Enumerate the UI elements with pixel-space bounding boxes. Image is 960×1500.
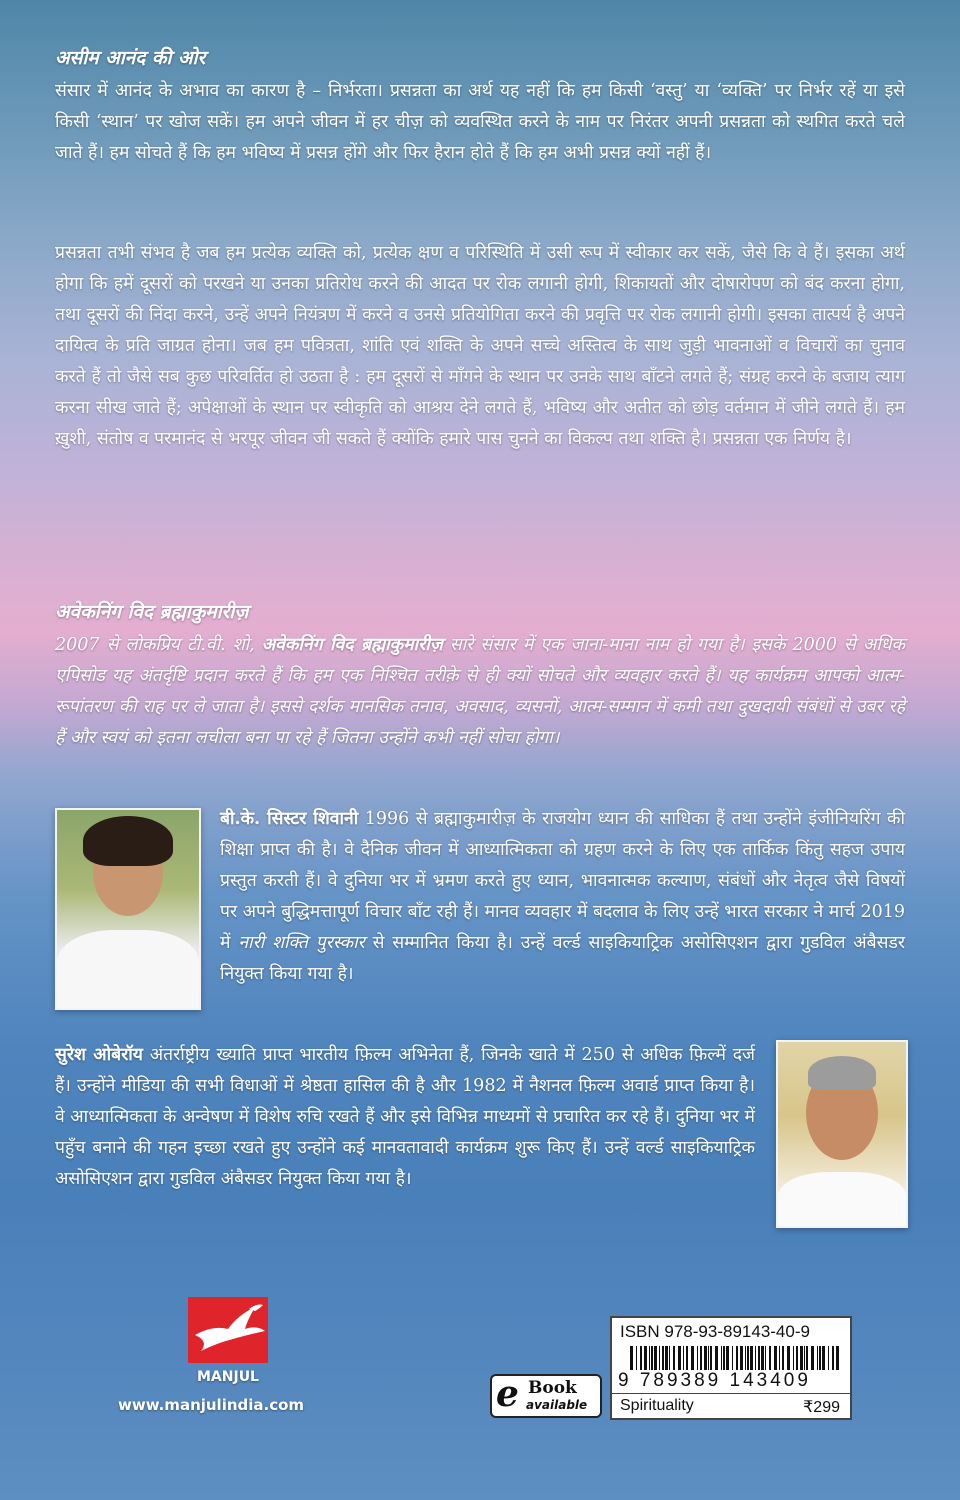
ebook-e: e <box>496 1374 519 1415</box>
barcode-bar <box>691 1346 694 1370</box>
bio-shivani <box>220 804 905 990</box>
barcode-bar <box>686 1346 688 1370</box>
barcode-bar <box>644 1346 647 1370</box>
barcode-bar <box>651 1346 653 1370</box>
section-heading-endless-joy: असीम आनंद की ओर <box>55 47 206 69</box>
barcode-bar <box>654 1346 657 1370</box>
barcode-bar <box>659 1346 660 1370</box>
barcode-bar <box>736 1346 738 1370</box>
awakening-rest: सारे संसार में एक जाना-माना नाम हो गया है। इसके 2000 से अधिक एपिसोड यह अंतर्दृष्टि प्रदान करते हैं कि हम एक निश्चित तरीक़े से ही क्यों सोचते और व्यवहार करते हैं। यह कार्यक्रम आपको आत्म-रूपांतरण की राह पर ले जाता है। इससे दर्शक मानसिक तनाव, अवसाद, व्यसनों, आत्म-सम्मान में कमी तथा दुखदायी संबंधों से उबर रहे हैं और स्वयं को इतना लचीला बना पा रहे हैं जितना उन्होंने कभी नहीं सोचा होगा। <box>55 635 905 748</box>
barcode-bar <box>832 1346 834 1370</box>
barcode-bar <box>747 1346 749 1370</box>
barcode-bar <box>765 1346 766 1370</box>
awakening-paragraph <box>55 630 905 754</box>
publisher-url[interactable]: www.manjulindia.com <box>118 1396 305 1414</box>
barcode-bar <box>769 1346 771 1370</box>
isbn-label: ISBN 978-93-89143-40-9 <box>620 1322 810 1341</box>
barcode-bar <box>704 1346 707 1370</box>
barcode-bar <box>836 1346 839 1370</box>
barcode-bar <box>700 1346 702 1370</box>
barcode-bar <box>804 1346 805 1370</box>
bio-oberoi <box>55 1040 755 1195</box>
barcode-bar <box>715 1346 718 1370</box>
isbn-footer <box>612 1393 850 1419</box>
barcode-bar <box>828 1346 829 1370</box>
barcode-bar <box>669 1346 670 1370</box>
bio-shivani-award: नारी शक्ति पुरस्कार <box>238 933 365 953</box>
barcode-digits: 9 789389 143409 <box>618 1370 811 1391</box>
bio-shivani-text-b: से सम्मानित किया है। उन्हें वर्ल्ड साइकियाट्रिक असोसिएशन द्वारा गुडविल अंबैसडर नियुक्त किया गया है। <box>220 933 906 984</box>
barcode-bar <box>708 1346 709 1370</box>
intro-paragraph-2: प्रसन्नता तभी संभव है जब हम प्रत्येक व्यक्ति को, प्रत्येक क्षण व परिस्थिति में उसी रूप में स्वीकार कर सकें, जैसे कि वे हैं। इसका अर्थ होगा कि हमें दूसरों को परखने या उनका प्रतिरोध करने की आदत पर रोक लगानी होगी, शिकायतों और दोषारोपण को बंद करना होगा, तथा दूसरों की निंदा करने, उन्हें अपने नियंत्रण में करने व उनसे प्रतियोगिता करने की प्रवृत्ति पर रोक लगानी होगी। इसका तात्पर्य है अपने दायित्व के प्रति जाग्रत होना। जब हम पवित्रता, शांति एवं शक्ति के अपने सच्चे अस्तित्व के साथ जुड़ी भावनाओं व विचारों का चुनाव करते हैं तो जैसे सब कुछ परिवर्तित हो उठता है : हम दूसरों से माँगने के स्थान पर उनके साथ बाँटने लगते हैं; संग्रह करने के बजाय त्याग करना सीख जाते हैं; अपेक्षाओं के स्थान पर स्वीकृति को आश्रय देने लगते हैं, भविष्य और अतीत को छोड़ वर्तमान में जीने लगते हैं। हम ख़ुशी, संतोष व परमानंद से भरपूर जीवन जी सकते हैं क्योंकि हमारे पास चुनने का विकल्प तथा शक्ति है। प्रसन्नता एक निर्णय है। <box>55 243 905 449</box>
barcode-bar <box>673 1346 675 1370</box>
barcode-bar <box>750 1346 753 1370</box>
barcode-bar <box>678 1346 681 1370</box>
publisher-name: MANJUL <box>197 1369 259 1385</box>
barcode-bar <box>630 1346 633 1370</box>
barcode-bar <box>683 1346 684 1370</box>
barcode-bar <box>782 1346 784 1370</box>
barcode-bar <box>721 1346 722 1370</box>
bio-oberoi-text: अंतर्राष्ट्रीय ख्याति प्राप्त भारतीय फ़िल्म अभिनेता हैं, जिनके खाते में 250 से अधिक फ़िल्में दर्ज हैं। उन्होंने मीडिया की सभी विधाओं में श्रेष्ठता हासिल की है और 1982 में नैशनल फ़िल्म अवार्ड प्राप्त किया है। वे आध्यात्मिकता के अन्वेषण में विशेष रुचि रखते हैं और इसे विभिन्न माध्यमों से प्रचारित कर रहे हैं। दुनिया भर में पहुँच बनाने की गहन इच्छा रखते हुए उन्होंने कई मानवतावादी कार्यक्रम शुरू किए हैं। उन्हें वर्ल्ड साइकियाट्रिक असोसिएशन द्वारा गुडविल अंबैसडर नियुक्त किया गया है। <box>55 1045 756 1189</box>
barcode-bar <box>640 1346 642 1370</box>
bio-shivani-text-a: 1996 से ब्रह्माकुमारीज़ के राजयोग ध्यान की साधिका हैं तथा उन्होंने इंजीनियरिंग की शिक्षा प्राप्त की है। वे दैनिक जीवन में आध्यात्मिकता को ग्रहण करने के लिए एक तार्किक किंतु सहज उपाय प्रस्तुत करती हैं। वे दुनिया भर में भ्रमण करते हुए ध्यान, भावनात्मक कल्याण, संबंधों और नेतृत्व जैसे विषयों पर अपने बुद्धिमत्तापूर्ण विचार बाँट रही हैं। मानव व्यवहार में बदलाव के लिए उन्हें भारत सरकार ने मार्च 2019 में <box>220 809 905 953</box>
white-attire <box>778 1172 906 1228</box>
white-attire <box>57 930 199 1010</box>
ebook-word: Book <box>528 1378 577 1398</box>
ebook-available-badge <box>490 1374 602 1418</box>
awakening-lead: 2007 से लोकप्रिय टी.वी. शो, <box>55 635 262 655</box>
barcode-bar <box>779 1346 780 1370</box>
manjul-flamingo-icon <box>183 1295 273 1365</box>
barcode-bar <box>819 1346 821 1370</box>
barcode-bar <box>758 1346 760 1370</box>
hair-shape <box>808 1056 876 1090</box>
barcode-bar <box>796 1346 798 1370</box>
barcode-bar <box>811 1346 814 1370</box>
barcode-bar <box>649 1346 650 1370</box>
barcode-bar <box>726 1346 729 1370</box>
barcode-bar <box>710 1346 712 1370</box>
barcode-bar <box>662 1346 664 1370</box>
barcode-bar <box>723 1346 725 1370</box>
barcode-bar <box>800 1346 803 1370</box>
barcode-bar <box>740 1346 743 1370</box>
price-label: ₹299 <box>803 1399 840 1416</box>
hair-shape <box>83 816 173 866</box>
barcode-bar <box>732 1346 733 1370</box>
barcode-bar <box>806 1346 808 1370</box>
barcode-bar <box>636 1346 637 1370</box>
show-title: अवेकनिंग विद ब्रह्माकुमारीज़ <box>261 635 443 655</box>
barcode-bar <box>697 1346 698 1370</box>
barcode-bar <box>817 1346 818 1370</box>
barcode-bar <box>774 1346 777 1370</box>
isbn-barcode-box <box>610 1316 852 1420</box>
author-photo-oberoi <box>776 1040 908 1228</box>
bio-oberoi-name: सुरेश ओबेरॉय <box>55 1045 143 1065</box>
genre-label: Spirituality <box>620 1397 694 1414</box>
publisher-logo <box>128 1295 328 1385</box>
barcode-bar <box>793 1346 794 1370</box>
section-heading-awakening: अवेकनिंग विद ब्रह्माकुमारीज़ <box>55 601 249 623</box>
barcode-bar <box>822 1346 825 1370</box>
barcode-bar <box>761 1346 764 1370</box>
barcode-bar <box>665 1346 668 1370</box>
barcode-bar <box>755 1346 756 1370</box>
intro-paragraph-1: संसार में आनंद के अभाव का कारण है – निर्भरता। प्रसन्नता का अर्थ यह नहीं कि हम किसी ‘वस्तु’ या ‘व्यक्ति’ पर निर्भर रहें या इसे किसी ‘स्थान’ पर खोज सकें। हम अपने जीवन में हर चीज़ को व्यवस्थित करने के नाम पर निरंतर अपनी प्रसन्नता को स्थगित करते चले जाते हैं। हम सोचते हैं कि हम भविष्य में प्रसन्न होंगे और फिर हैरान होते हैं कि हम अभी प्रसन्न क्यों नहीं हैं। <box>55 81 905 163</box>
bio-shivani-name: बी.के. सिस्टर शिवानी <box>220 809 359 829</box>
ebook-available: available <box>526 1398 588 1412</box>
barcode-bar <box>787 1346 790 1370</box>
barcode-bar <box>745 1346 746 1370</box>
author-photo-shivani <box>55 808 201 1010</box>
